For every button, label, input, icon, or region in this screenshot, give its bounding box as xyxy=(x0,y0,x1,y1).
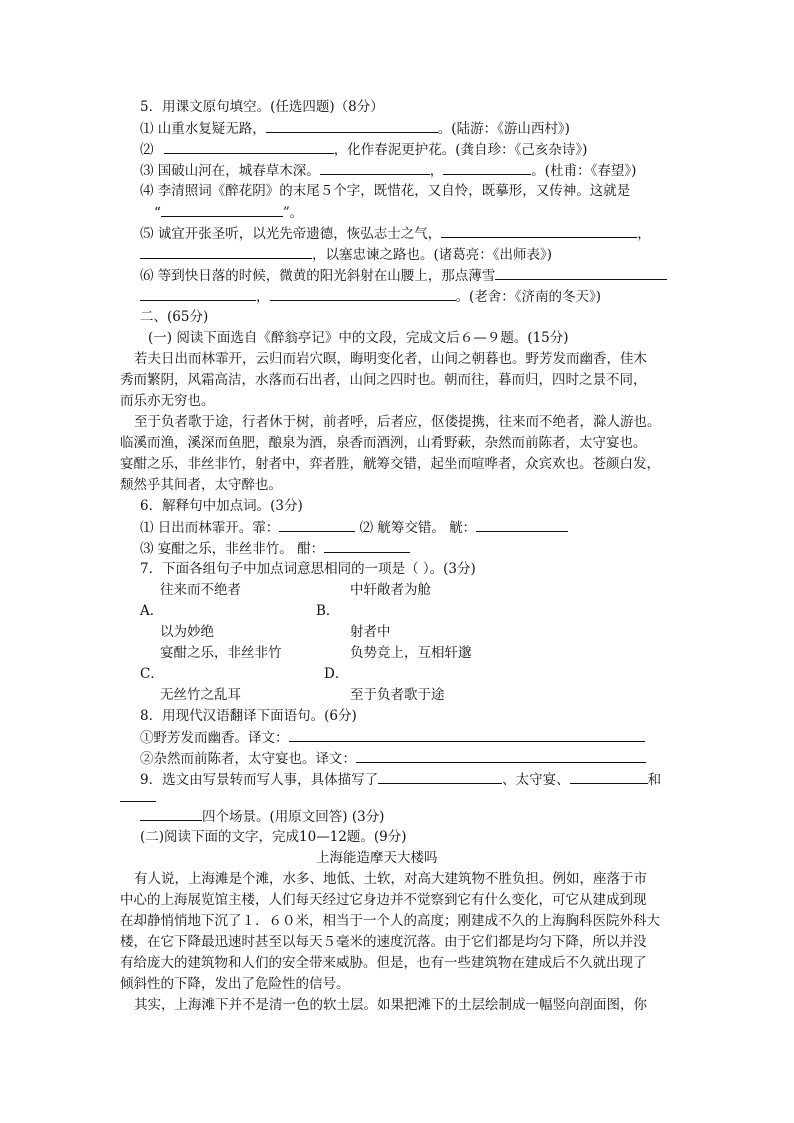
comma: ， xyxy=(256,289,270,305)
q7-option-b[interactable]: B． xyxy=(316,603,340,619)
item-text: 李清照词《醉花阴》的末尾５个字，既惜花，又自怜，既摹形，又传神。这就是 xyxy=(157,183,631,199)
item-source: ，化作春泥更护花。(龚自珍：《己亥杂诗》) xyxy=(333,142,588,158)
q5-item-4 xyxy=(140,181,630,201)
passage-line: 在却静悄悄地下沉了１．６０米，相当于一个人的高度；刚建成不久的上海胸科医院外科大 xyxy=(120,913,660,929)
passage-line: 颓然乎其间者，太守醉也。 xyxy=(120,477,282,493)
q7-c2: 无丝竹之乱耳 xyxy=(160,687,241,703)
section2-heading: (二)阅读下面的文字，完成10—12题。(9分) xyxy=(140,829,407,845)
q5-item-1 xyxy=(140,118,570,139)
q6-item-2: ⑵ 觥筹交错。 觥： xyxy=(359,520,477,536)
item-number: ⑸ xyxy=(140,226,154,242)
item-source: 。(老舍：《济南的冬天》) xyxy=(455,289,602,305)
passage-line: 倾斜性的下降，发出了危险性的信号。 xyxy=(120,976,350,992)
answer-blank[interactable] xyxy=(140,244,312,259)
item-source: 。(陆游：《游山西村》) xyxy=(437,121,570,137)
part2-heading: 二、(65分) xyxy=(140,309,209,325)
answer-blank[interactable] xyxy=(140,806,202,821)
passage-line: 宴酣之乐，非丝非竹，射者中，弈者胜，觥筹交错，起坐而喧哗者，众宾欢也。苍颜白发， xyxy=(120,456,660,472)
passage-line: 中心的上海展览馆主楼，人们每天经过它身边并不觉察到它有什么变化，可它从建成到现 xyxy=(120,892,647,908)
comma: ， xyxy=(637,226,651,242)
q6-item-1: ⑴ 日出而林霏开。霏： xyxy=(140,520,280,536)
q8-item-1-text: ①野芳发而幽香。译文： xyxy=(140,730,289,746)
answer-blank[interactable] xyxy=(476,517,568,532)
answer-blank[interactable] xyxy=(378,769,502,784)
item-text: 国破山河在，城春草木深。 xyxy=(157,163,320,179)
item-text: 山重水复疑无路， xyxy=(157,121,266,137)
q5-item-2 xyxy=(140,139,587,160)
q8-item-1 xyxy=(140,727,645,748)
q7-option-c[interactable]: C． xyxy=(140,666,164,682)
q5-item-6-cont xyxy=(140,286,601,307)
answer-blank[interactable] xyxy=(279,517,355,532)
q8-heading: 8．用现代汉语翻译下面语句。(6分) xyxy=(140,708,357,724)
answer-blank[interactable] xyxy=(324,538,410,553)
comma: ， xyxy=(429,163,444,179)
q7-c1: 宴酣之乐，非丝非竹 xyxy=(160,645,282,661)
answer-blank[interactable] xyxy=(495,265,667,280)
passage-line: 秀而繁阴，风霜高洁，水落而石出者，山间之四时也。朝而往，暮而归，四时之景不同， xyxy=(120,372,647,388)
q5-heading: 5．用课文原句填空。(任选四题)（8分） xyxy=(140,99,384,115)
quote-open: “ xyxy=(154,205,161,221)
article-title: 上海能造摩天大楼吗 xyxy=(316,850,438,866)
passage-line: 而乐亦无穷也。 xyxy=(120,393,215,409)
item-number: ⑷ xyxy=(140,183,154,199)
q7-heading: 7．下面各组句子中加点词意思相同的一项是（ ）。(3分) xyxy=(140,561,476,577)
q6-heading: 6．解释句中加点词。(3分) xyxy=(140,498,303,514)
q5-item-4-answer xyxy=(154,202,303,223)
q9-end: 和 xyxy=(647,772,662,788)
answer-blank[interactable] xyxy=(266,118,438,133)
answer-blank[interactable] xyxy=(441,223,637,238)
passage-line: 若夫日出而林霏开，云归而岩穴暝，晦明变化者，山间之朝暮也。野芳发而幽香，佳木 xyxy=(134,351,647,367)
q7-option-a[interactable]: A． xyxy=(140,603,164,619)
item-text: 诚宜开张圣听，以光先帝遗德，恢弘志士之气， xyxy=(157,226,442,242)
item-number: ⑴ xyxy=(140,121,154,137)
passage-line: 其实，上海滩下并不是清一色的软土层。如果把滩下的土层绘制成一幅竖向剖面图，你 xyxy=(134,997,647,1013)
item-number: ⑶ xyxy=(140,163,154,179)
q6-items-1-2 xyxy=(140,517,568,538)
answer-blank[interactable] xyxy=(289,727,645,742)
item-source: 。(杜甫：《春望》) xyxy=(531,163,637,179)
q7-a1: 往来而不绝者 xyxy=(160,582,241,598)
passage-line: 临溪而渔，溪深而鱼肥，酿泉为酒，泉香而酒洌，山肴野蔌，杂然而前陈者，太守宴也。 xyxy=(120,435,647,451)
q9-tail: 四个场景。(用原文回答) (3分) xyxy=(202,809,385,825)
q7-d2: 至于负者歌于途 xyxy=(350,687,445,703)
q7-option-d[interactable]: D． xyxy=(324,666,349,682)
q9-line-2 xyxy=(120,787,156,808)
answer-blank[interactable] xyxy=(120,787,156,802)
quote-close: ”。 xyxy=(282,205,304,221)
item-text: 等到快日落的时候，微黄的阳光斜射在山腰上，那点薄雪 xyxy=(157,268,496,284)
passage-line: 至于负者歌于途，行者休于树，前者呼，后者应，伛偻提携，往来而不绝者，滁人游也。 xyxy=(134,414,661,430)
answer-blank[interactable] xyxy=(443,160,531,175)
q7-d1: 负势竞上，互相轩邈 xyxy=(350,645,472,661)
passage-line: 楼，在它下降最迅速时甚至以每天５毫米的速度沉落。由于它们都是均匀下降，所以并没 xyxy=(120,934,647,950)
answer-blank[interactable] xyxy=(270,286,456,301)
q9-mid: 、太守宴、 xyxy=(502,772,570,788)
answer-blank[interactable] xyxy=(161,202,283,217)
q7-a2: 以为妙绝 xyxy=(160,624,214,640)
q5-item-5-cont xyxy=(140,244,552,265)
item-source: ，以塞忠谏之路也。(诸葛亮：《出师表》) xyxy=(312,247,553,263)
section1-heading: (一) 阅读下面选自《醉翁亭记》中的文段，完成文后６—９题。(15分) xyxy=(148,330,569,346)
q7-b2: 射者中 xyxy=(350,624,391,640)
q5-item-3 xyxy=(140,160,636,181)
q5-item-5 xyxy=(140,223,651,244)
q7-b1: 中轩敞者为舱 xyxy=(350,582,431,598)
q5-item-6 xyxy=(140,265,667,286)
q9-line-1 xyxy=(140,769,661,790)
q9-text: 9．选文由写景转而写人事，具体描写了 xyxy=(140,772,379,788)
q9-line-3 xyxy=(140,806,384,827)
answer-blank[interactable] xyxy=(570,769,648,784)
answer-blank[interactable] xyxy=(164,139,334,154)
item-number: ⑵ xyxy=(140,142,154,158)
item-number: ⑹ xyxy=(140,268,154,284)
answer-blank[interactable] xyxy=(356,748,646,763)
q8-item-2-text: ②杂然而前陈者，太守宴也。译文： xyxy=(140,751,356,767)
passage-line: 有人说，上海滩是个滩，水多、地低、土软，对高大建筑物不胜负担。例如，座落于市 xyxy=(134,871,647,887)
answer-blank[interactable] xyxy=(320,160,430,175)
q8-item-2 xyxy=(140,748,646,769)
q6-item-3 xyxy=(140,538,410,559)
q6-item-3-text: ⑶ 宴酣之乐，非丝非竹。 酣： xyxy=(140,541,325,557)
passage-line: 有给庞大的建筑物和人们的安全带来威胁。但是，也有一些建筑物在建成后不久就出现了 xyxy=(120,955,647,971)
answer-blank[interactable] xyxy=(140,286,256,301)
